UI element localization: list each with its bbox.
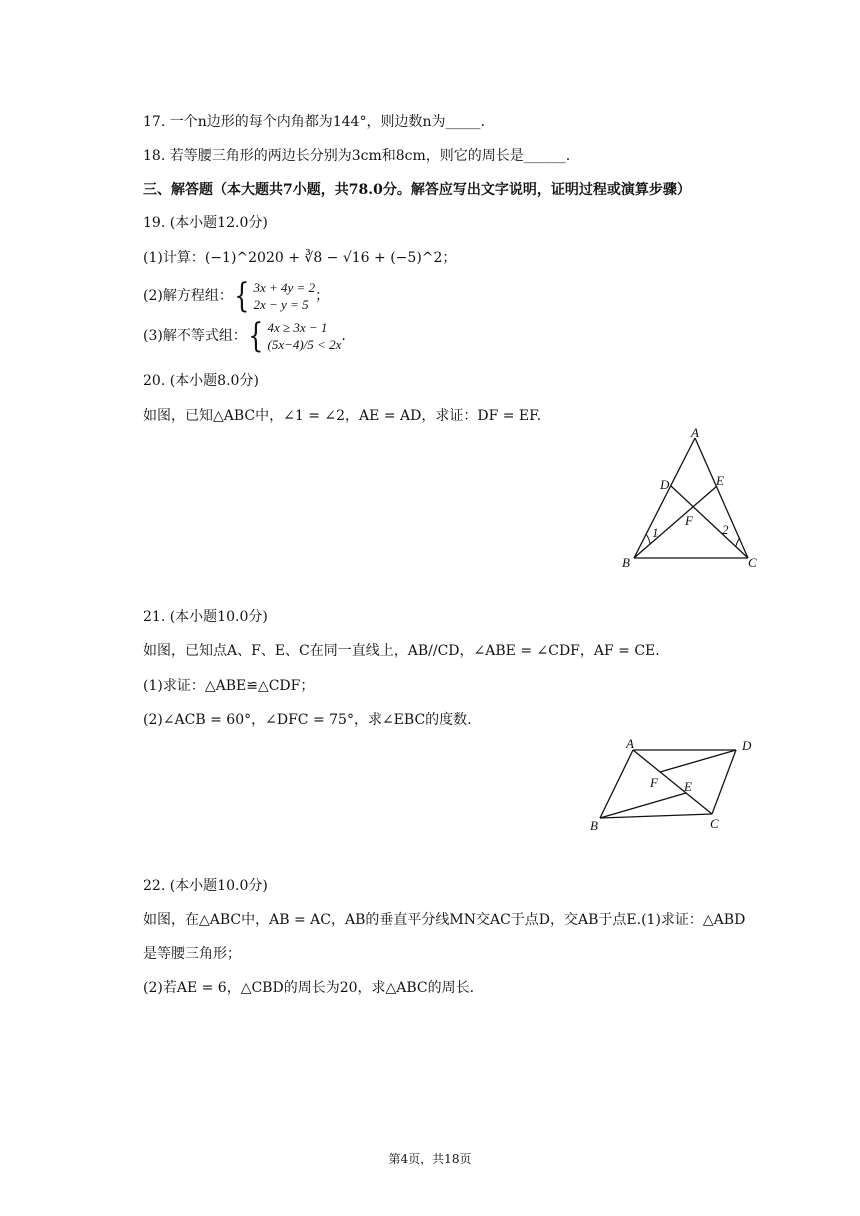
question-19-score: 19. (本小题12.0分) bbox=[143, 215, 268, 231]
label-f: F bbox=[650, 775, 658, 790]
section-title: 三、解答题（本大题共7小题，共78.0分。解答应写出文字说明，证明过程或演算步骤） bbox=[143, 182, 691, 198]
label-a: A bbox=[691, 426, 699, 440]
question-22-header: 22. (本小题10.0分) bbox=[143, 878, 268, 894]
label-c: C bbox=[710, 816, 719, 831]
question-18-text: 18. 若等腰三角形的两边长分别为3cm和8cm，则它的周长是______. bbox=[143, 148, 571, 164]
question-18 bbox=[143, 146, 570, 166]
label-2: 2 bbox=[722, 522, 729, 537]
label-d: D bbox=[660, 477, 670, 492]
question-19-part2: (2)解方程组： { 3x + 4y = 2 2x − y = 5 ； bbox=[143, 276, 330, 316]
math-expression-1: (−1)^2020 + ∛8 − √16 + (−5)^2； bbox=[204, 250, 457, 266]
question-17-text: 17. 一个n边形的每个内角都为144°，则边数n为_____. bbox=[143, 114, 485, 130]
label-d: D bbox=[742, 738, 752, 753]
question-20-text: 如图，已知△ABC中，∠1 = ∠2，AE = AD，求证：DF = EF. bbox=[143, 408, 542, 424]
question-20-header: 20. (本小题8.0分) bbox=[143, 373, 259, 389]
label-e: E bbox=[716, 473, 724, 488]
label-e: E bbox=[684, 779, 692, 794]
label-c: C bbox=[748, 555, 757, 570]
question-22-text1: 如图，在△ABC中，AB = AC，AB的垂直平分线MN交AC于点D，交AB于点E.(1)求证：△ABD bbox=[143, 912, 746, 928]
label-a: A bbox=[626, 736, 634, 751]
question-21-part2: (2)∠ACB = 60°，∠DFC = 75°，求∠EBC的度数. bbox=[143, 712, 472, 728]
label-b: B bbox=[590, 818, 598, 833]
inequality-system: 4x ≥ 3x − 1 (5x−4)/5 < 2x bbox=[267, 320, 342, 352]
left-brace-icon: { bbox=[234, 276, 250, 316]
page-footer: 第4页，共18页 bbox=[388, 1152, 472, 1166]
question-22-part2: (2)若AE = 6，△CBD的周长为20，求△ABC的周长. bbox=[143, 980, 475, 996]
label-b: B bbox=[622, 555, 630, 570]
question-21-header: 21. (本小题10.0分) bbox=[143, 609, 268, 625]
question-21-text: 如图，已知点A、F、E、C在同一直线上，AB//CD，∠ABE = ∠CDF，AF = CE. bbox=[143, 643, 660, 659]
question-19-part3: (3)解不等式组： { 4x ≥ 3x − 1 (5x−4)/5 < 2x . bbox=[143, 316, 346, 356]
label-1: 1 bbox=[652, 525, 659, 540]
question-21-part1: (1)求证：△ABE≌△CDF； bbox=[143, 678, 315, 694]
question-19-part1: (1)计算：(−1)^2020 + ∛8 − √16 + (−5)^2； bbox=[143, 250, 457, 266]
equation-system: 3x + 4y = 2 2x − y = 5 bbox=[253, 280, 316, 312]
label-f: F bbox=[685, 513, 693, 528]
triangle-figure bbox=[618, 426, 766, 574]
question-19-header bbox=[143, 213, 268, 233]
question-22-text2: 是等腰三角形； bbox=[143, 946, 241, 962]
left-brace-icon: { bbox=[248, 316, 264, 356]
question-17 bbox=[143, 112, 485, 132]
parallelogram-figure bbox=[586, 734, 764, 834]
